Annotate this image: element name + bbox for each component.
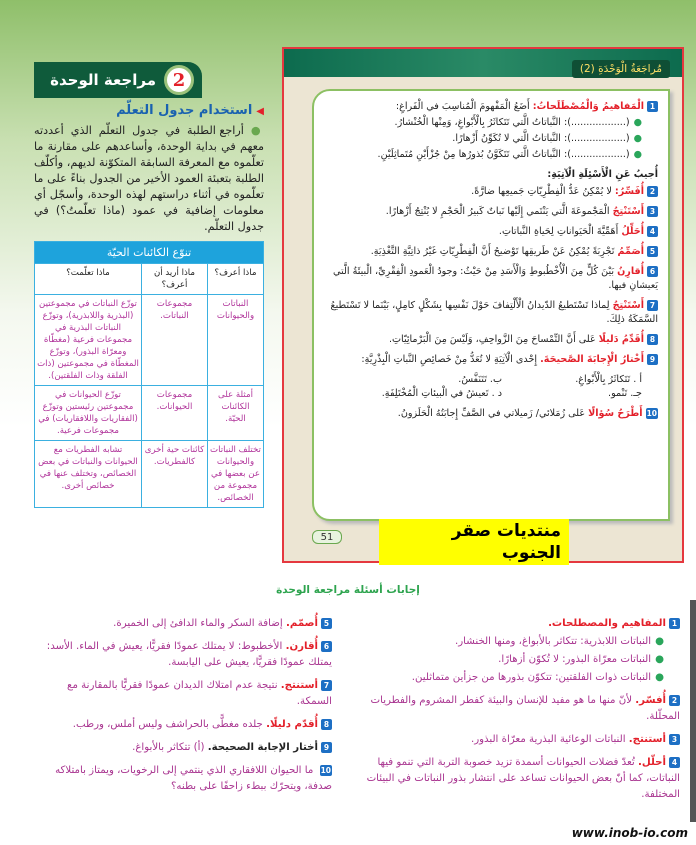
unit-number-badge: 2	[164, 65, 194, 95]
item-text: الأخطبوط: لا يمتلك عمودًا فقريًّا، يعيش في الماء. الأسد: يمتلك عمودًا فقريًّا، يعيش على اليابسة.	[46, 641, 332, 668]
number-badge: 4	[647, 226, 658, 237]
answer-item	[36, 740, 332, 756]
question-item	[320, 265, 658, 293]
keyword: أُفسّر.	[635, 695, 666, 706]
question-item	[320, 333, 658, 347]
item-text: جلده مغطًّى بالحراشف وليس أملس، ورطب.	[72, 719, 263, 730]
answer-item	[355, 732, 680, 748]
item-text: ما الحيوان اللافقاري الذي ينتمي إلى الرخويات، ويمتاز بامتلاكه صدفة، ويتحرّك ببطء زاحفًا على بطنه؟	[55, 765, 332, 792]
question-item	[320, 185, 658, 199]
item-text: (أ) تتكاثر بالأبواغ.	[132, 742, 205, 753]
table-row	[35, 386, 264, 441]
keyword: أُصمّم.	[285, 618, 318, 629]
number-badge: 9	[647, 354, 658, 365]
answer-item	[36, 678, 332, 710]
answer-item	[355, 670, 680, 686]
number-badge: 10	[320, 765, 331, 775]
number-badge: 5	[321, 618, 332, 629]
table-cell: توزّع النباتات في مجموعتين (البذرية واللابذرية)، وتوزّع النباتات البذرية في مجموعات فرعية (مغطّاة ومعرّاة البذور)، وتوزّع المغطّاة في مجموعتين (ذات الفلقة وذات الفلقتين).	[35, 295, 142, 386]
item-text: أَهَمِّيَّةَ الْحَيَواناتِ لِحَياةِ النَّباتاتِ.	[498, 226, 619, 237]
keyword: أُقدّم دليلًا.	[266, 719, 318, 730]
page-number: 51	[312, 530, 342, 544]
keyword: أَخْتارُ الْإِجابَةَ الصَّحيحَةَ.	[540, 354, 644, 365]
number-badge: 4	[669, 757, 680, 768]
learning-table	[34, 241, 264, 508]
options-row	[320, 373, 658, 387]
teacher-note	[34, 123, 264, 235]
teacher-note-text: أراجع الطلبة في جدول التعلّم الذي أعددته معهم في بداية الوحدة، وأساعدهم على مقارنة ما تعلّموه مع المعرفة السابقة المتكوّنة لديهم، وأكلّف الطلبة بتعبئة العمود الأخير من الجدول بناءً على ما تعلّموه في أثناء دراستهم لهذه الوحدة، وأسجّل أي معلومات إضافية في عمود (ماذا تعلّمتُ؟) في جدول التعلّم.	[34, 124, 264, 233]
table-cell: كائنات حية أخرى كالفطريات.	[142, 441, 208, 508]
questions-intro: أُجيبُ عَنِ الْأَسْئِلَةِ الْآتِيَةِ:	[547, 169, 658, 180]
fill-item	[320, 148, 658, 162]
keyword: أحلّل.	[638, 757, 666, 768]
keyword: أستنتج.	[628, 734, 666, 745]
question-item	[320, 205, 658, 219]
bullet-icon: ●	[633, 117, 642, 128]
triangle-icon: ◀	[256, 106, 264, 117]
keyword: أُحَلِّلُ	[621, 226, 644, 237]
option: جـ. تَنْمو.	[608, 388, 642, 399]
number-badge: 6	[321, 641, 332, 652]
number-badge: 3	[647, 206, 658, 217]
fill-item-text: (..................): النَّباتاتُ الَّتي تَتَكاثَرُ بِالْأَبْواغِ، وَمِنْها الْخُنْشارُ.	[394, 117, 630, 128]
answers-title: إجابات أسئلة مراجعة الوحدة	[276, 584, 420, 596]
bullet-icon: ●	[655, 636, 664, 647]
option: ب. تَتَنَفَّسُ.	[458, 374, 502, 385]
number-badge: 10	[646, 408, 657, 418]
item-text: تُعدّ فضلات الحيوانات أسمدة تزيد خصوبة التربة التي تنمو فيها النباتات، كما أنّ بعض الحيوانات تساعد على انتشار بذور النباتات في البيئات المختلفة.	[366, 757, 680, 800]
answer-item	[36, 717, 332, 733]
question-1	[320, 100, 658, 162]
answer-item	[355, 634, 680, 650]
table-cell: مجموعات الحيوانات.	[142, 386, 208, 441]
teacher-guide-column	[34, 62, 264, 508]
student-book-page	[282, 47, 684, 563]
keyword: أستنتج.	[280, 680, 318, 691]
number-badge: 7	[647, 300, 658, 311]
review-questions-card	[312, 89, 670, 521]
table-cell: تختلف النباتات والحيوانات عن بعضها في مجموعة من الخصائص.	[208, 441, 264, 508]
number-badge: 7	[321, 680, 332, 691]
bullet-icon: ●	[243, 124, 264, 137]
table-header: ماذا تعلّمت؟	[35, 264, 142, 295]
option: د . تَعيشُ في الْبيئاتِ الْمُخْتَلِفَةِ.	[381, 388, 502, 399]
answers-right-column	[355, 616, 680, 810]
question-list	[320, 185, 658, 367]
keyword: أَطْرَحُ سُؤالًا	[588, 408, 643, 419]
item-text: الْمَجْموعَةَ الَّتي يَنْتَمي إِلَيْها نَباتٌ كَبيرُ الْحَجْمِ لا يُنْتِجُ أَزْهارًا.	[385, 206, 610, 217]
bullet-icon: ●	[655, 672, 664, 683]
answer-item	[36, 763, 332, 795]
page-header-title: مُراجَعَةُ الْوَحْدَةِ (2)	[572, 60, 670, 78]
number-badge: 8	[647, 334, 658, 345]
question-10-container	[320, 407, 658, 421]
item-text: إضافة السكر والماء الدافئ إلى الخميرة.	[113, 618, 283, 629]
answer-item-text: النباتات اللابذرية: تتكاثر بالأبواغ، ومنها الخنشار.	[455, 636, 652, 647]
table-row	[35, 295, 264, 386]
table-cell: توزّع الحيوانات في مجموعتين رئيستين وتوزّع (الفقاريات واللافقاريات) في مجموعات فرعية.	[35, 386, 142, 441]
site-url: www.inob-io.com	[571, 826, 688, 840]
item-text: نتيجة عدم امتلاك الديدان عمودًا فقريًّا بالمقارنة مع السمكة.	[67, 680, 332, 707]
table-cell: أمثلة على الكائنات الحيّة.	[208, 386, 264, 441]
question-item	[320, 407, 658, 421]
number-badge: 3	[669, 734, 680, 745]
number-badge: 1	[669, 618, 680, 629]
fill-item-text: (..................): النَّباتاتُ الَّتي تَتَكَوَّنُ بُذورُها مِنْ جُزْأَيْنِ مُتَماثِلَيْنِ.	[377, 149, 630, 160]
item-text: عَلى أَنَّ التِّمْساحَ مِنَ الزَّواحِفِ، وَلَيْسَ مِنَ الْبَرْمائِيّاتِ.	[388, 334, 596, 345]
edge-bar	[690, 600, 696, 822]
bullet-icon: ●	[633, 149, 642, 160]
number-badge: 2	[669, 695, 680, 706]
item-text: عَلى زُمَلائي/ زَميلاتي في الصَّفِّ إِجابَتُهُ الْحَلَزونُ.	[397, 408, 586, 419]
table-cell: مجموعات النباتات.	[142, 295, 208, 386]
table-caption: تنوّع الكائنات الحيّة	[35, 242, 264, 264]
answer-item	[355, 652, 680, 668]
table-header: ماذا أريد أن أعرف؟	[142, 264, 208, 295]
question-item	[320, 353, 658, 367]
item-text: تَجْرِبَةً يُمْكِنُ عَنْ طَريقِها تَوْضيحُ أَنَّ الْفِطْرِيّاتِ غَيْرُ ذاتِيَّةِ التَّغْذِيَةِ.	[370, 246, 615, 257]
item-text: لأنّ منها ما هو مفيد للإنسان والبيئة كفطر المشروم والفطريات المحلّلة.	[370, 695, 680, 722]
bullet-icon: ●	[633, 133, 642, 144]
unit-review-header	[34, 62, 202, 98]
unit-title: مراجعة الوحدة	[50, 71, 156, 89]
item-text: لا يُمْكِنُ عَدُّ الْفِطْرِيّاتِ جَميعِها ضارَّةً.	[471, 186, 612, 197]
answer-item	[36, 616, 332, 632]
keyword: أُفَسِّرُ:	[614, 186, 644, 197]
question-text: أَضَعُ الْمَفْهومَ الْمُناسِبَ في الْفَراغِ:	[395, 101, 530, 112]
fill-item	[320, 132, 658, 146]
item-text: بَيْنَ كُلٍّ مِنَ الْأُخْطُبوطِ وَالْأَسَدِ مِنْ حَيْثُ: وجودُ الْعَمودِ الْفِقْرِيِّ، الْبيئَةُ الَّتي يَعيشانِ فيها.	[333, 266, 658, 291]
answer-item	[355, 755, 680, 803]
keyword: أُقارن.	[285, 641, 318, 652]
item-text: لِماذا تَسْتَطيعُ الدّيدانُ الْأَلْتِفافَ حَوْلَ نَفْسِها بِشَكْلٍ كامِلٍ، بَيْنَما لا تَسْتَطيعُ السَّمَكَةُ ذلِكَ.	[330, 300, 658, 325]
item-text: النباتات الوعائية البذرية معرّاة البذور.	[470, 734, 626, 745]
number-badge: 8	[321, 719, 332, 730]
question-item	[320, 225, 658, 239]
table-cell: النباتات والحيوانات	[208, 295, 264, 386]
number-badge: 6	[647, 266, 658, 277]
keyword: أُقَدِّمُ دَليلًا	[598, 334, 644, 345]
options-row	[320, 387, 658, 401]
question-keyword: الْمَفاهيمُ وَالْمُصْطَلَحاتُ:	[532, 101, 644, 112]
table-row	[35, 441, 264, 508]
keyword: أختار الإجابة الصحيحة.	[207, 742, 318, 753]
answer-item	[355, 693, 680, 725]
keyword: أُقارِنُ	[617, 266, 644, 277]
number-badge: 5	[647, 246, 658, 257]
option: أ . تَتَكاثَرُ بِالْأَبْواغِ.	[575, 374, 642, 385]
watermark-text: منتديات صقر الجنوب	[379, 519, 569, 565]
fill-item	[320, 116, 658, 130]
keyword: أَسْتَنْتِجُ	[612, 206, 644, 217]
fill-item-text: (..................): النَّباتاتُ الَّتي لا تُكَوِّنُ أَزْهارًا.	[452, 133, 630, 144]
answer-1	[355, 616, 680, 686]
keyword: أُصَمِّمُ	[617, 246, 644, 257]
number-badge: 9	[321, 742, 332, 753]
answers-left-column	[36, 616, 332, 802]
answer-item	[36, 639, 332, 671]
answer-item-text: النباتات ذوات الفلقتين: تتكوّن بذورها من جزأين متماثلين.	[411, 672, 652, 683]
bullet-icon: ●	[655, 654, 664, 665]
number-badge: 2	[647, 186, 658, 197]
question-item	[320, 299, 658, 327]
item-text: إِحْدى الْآتِيَةِ لا تُعَدُّ مِنْ خَصائِصِ النَّباتِ الْبِذْرِيَّةِ:	[361, 354, 538, 365]
section-subtitle	[34, 102, 264, 121]
answer-heading: المفاهيم والمصطلحات.	[548, 618, 666, 629]
table-cell: تشابه الفطريات مع الحيوانات والنباتات في بعض الخصائص، وتختلف عنها في خصائص أخرى.	[35, 441, 142, 508]
answer-item-text: النباتات معرّاة البذور: لا تُكوّن أزهارًا.	[498, 654, 652, 665]
question-item	[320, 245, 658, 259]
table-header: ماذا أعرف؟	[208, 264, 264, 295]
watermark	[379, 521, 569, 563]
subtitle-text: استخدام جدول التعلّم	[116, 103, 253, 118]
number-badge: 1	[647, 101, 658, 112]
keyword: أَسْتَنْتِجُ	[612, 300, 644, 311]
